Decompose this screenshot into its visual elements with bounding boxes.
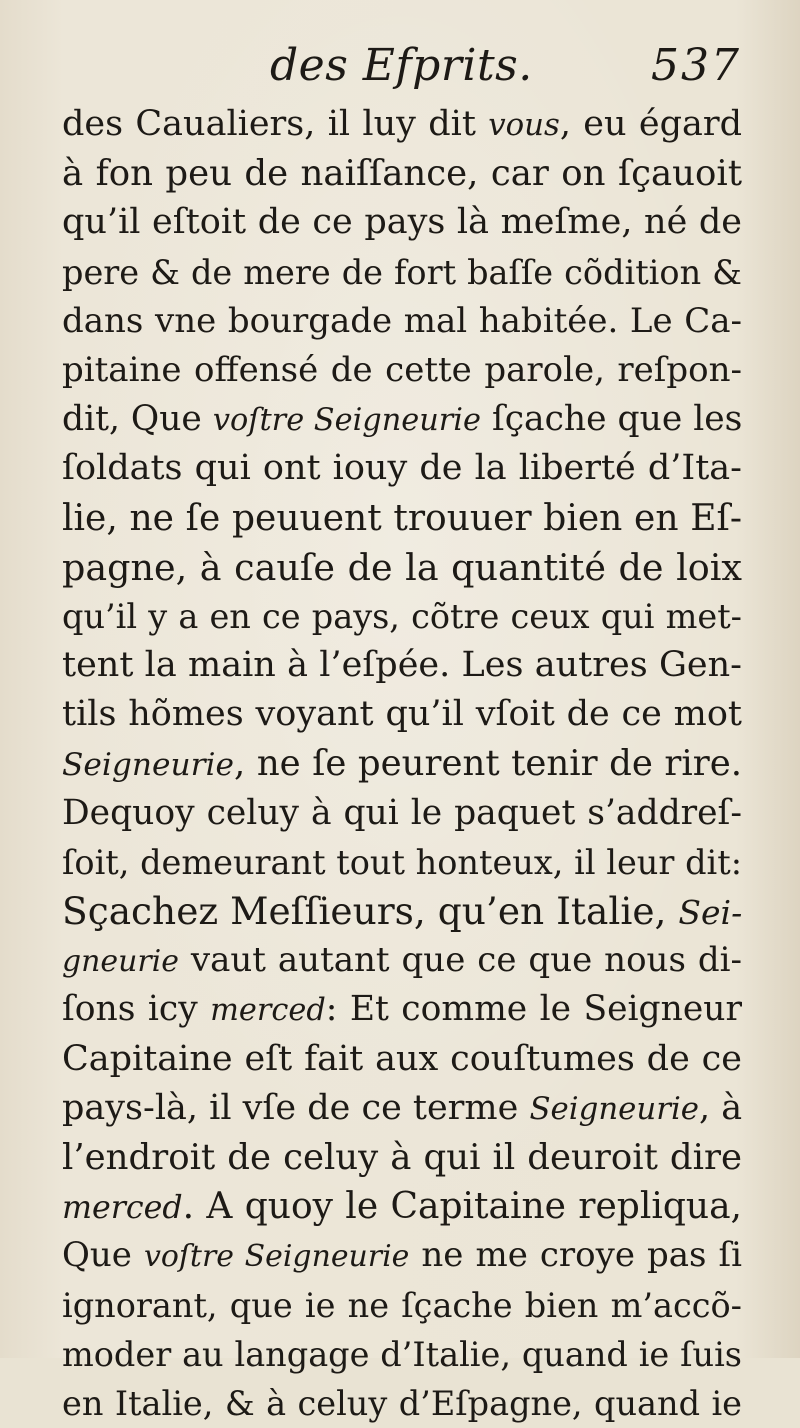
text-run: ſçache que les	[480, 399, 743, 440]
running-head	[0, 30, 800, 100]
text-line	[62, 100, 742, 149]
text-line	[62, 1182, 742, 1231]
italic-text-run: gneurie	[62, 944, 179, 980]
text-line	[62, 494, 742, 543]
text-run: ſons icy	[62, 989, 211, 1030]
text-line	[62, 1379, 742, 1428]
text-line	[62, 641, 742, 690]
text-line	[62, 838, 742, 887]
running-title: des Efprits.	[270, 40, 533, 91]
text-run: pagne, à cauſe de la quantité de loix	[62, 545, 742, 589]
italic-text-run: voſtre Seigneurie	[143, 1239, 410, 1275]
italic-text-run: merced	[62, 1190, 183, 1227]
text-line	[62, 985, 742, 1034]
italic-text-run: voſtre Seigneurie	[212, 403, 481, 439]
text-run: Sçachez Meſſieurs, qu’en Italie,	[62, 889, 679, 933]
text-line	[62, 346, 742, 395]
text-run: pere & de mere de fort baſſe cõdition &	[62, 252, 742, 292]
text-run: , ne ſe peurent tenir de rire.	[234, 743, 742, 785]
text-line	[62, 739, 742, 788]
text-line	[62, 149, 742, 198]
text-run: pays-là, il vſe de ce terme	[62, 1087, 530, 1128]
body-text	[62, 100, 742, 1428]
text-line	[62, 395, 742, 444]
text-line	[62, 248, 742, 297]
text-line	[62, 592, 742, 641]
text-run: qu’il y a en ce pays, cõtre ceux qui met-	[62, 596, 742, 636]
text-run: dans vne bourgade mal habitée. Le Ca-	[62, 300, 742, 341]
text-run: Capitaine eſt fait aux couſtumes de ce	[62, 1038, 742, 1079]
italic-text-run: vous	[488, 107, 560, 143]
text-line	[62, 1231, 742, 1280]
text-run: qu’il eſtoit de ce pays là meſme, né de	[62, 202, 742, 243]
text-line	[62, 1281, 742, 1330]
text-run: l’endroit de celuy à qui il deuroit dire	[62, 1136, 742, 1178]
text-line	[62, 789, 742, 838]
text-run: à fon peu de naiſſance, car on ſçauoit	[62, 153, 742, 195]
text-run: : Et comme le Seigneur	[325, 989, 742, 1030]
text-line	[62, 1035, 742, 1084]
text-line	[62, 444, 742, 493]
text-line	[62, 690, 742, 739]
text-line	[62, 1084, 742, 1133]
text-line	[62, 1330, 742, 1379]
text-line	[62, 297, 742, 346]
text-run: lie, ne ſe peuuent trouuer bien en Eſ-	[62, 497, 742, 539]
text-run: moder au langage d’Italie, quand ie ſuis	[62, 1334, 742, 1374]
text-run: dit, Que	[62, 399, 213, 440]
italic-text-run: Seigneurie	[62, 747, 234, 784]
italic-text-run: merced	[210, 993, 326, 1029]
italic-text-run: Sei-	[678, 893, 743, 932]
text-run: Que	[62, 1235, 144, 1276]
text-line	[62, 936, 742, 985]
text-run: ne me croye pas ſi	[409, 1235, 743, 1276]
text-run: pitaine offensé de cette parole, reſpon-	[62, 349, 742, 390]
text-run: tent la main à l’eſpée. Les autres Gen-	[62, 645, 742, 686]
text-run: ignorant, que ie ne ſçache bien m’accõ-	[62, 1285, 742, 1325]
text-run: en Italie, & à celuy d’Eſpagne, quand ie	[62, 1383, 742, 1423]
text-line	[62, 887, 742, 936]
text-run: . A quoy le Capitaine repliqua,	[182, 1186, 742, 1228]
italic-text-run: Seigneurie	[529, 1090, 700, 1127]
text-line	[62, 198, 742, 247]
text-run: tils hõmes voyant qu’il vſoit de ce mot	[62, 694, 742, 735]
page-number: 537	[651, 40, 741, 91]
text-run: vaut autant que ce que nous di-	[178, 940, 742, 981]
text-run: ſoldats qui ont iouy de la liberté d’Ita-	[62, 448, 742, 489]
text-run: , eu égard	[559, 104, 742, 144]
text-run: , à	[699, 1087, 743, 1128]
text-run: ſoit, demeurant tout honteux, il leur dit:	[62, 842, 742, 882]
text-run: des Caualiers, il luy dit	[62, 104, 489, 144]
text-line	[62, 1133, 742, 1182]
text-line	[62, 543, 742, 592]
text-run: Dequoy celuy à qui le paquet s’addreſ-	[62, 792, 742, 833]
